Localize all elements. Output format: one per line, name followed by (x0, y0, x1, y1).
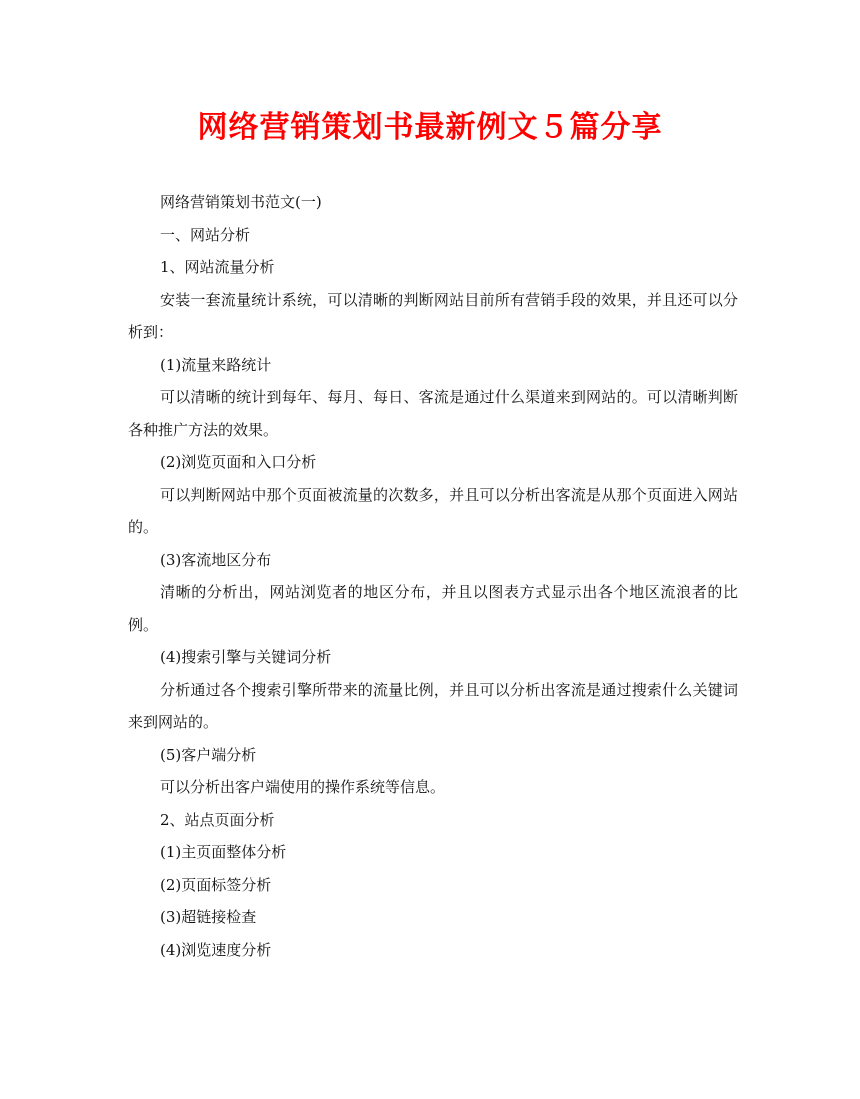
paragraph-16: (1)主页面整体分析 (160, 843, 287, 861)
document-body (128, 186, 738, 966)
document-title: 网络营销策划书最新例文５篇分享 (197, 110, 663, 145)
paragraph-17: (2)页面标签分析 (160, 875, 272, 894)
paragraph-1: 网络营销策划书范文(一) (160, 193, 322, 211)
paragraph-11: (4)搜索引擎与关键词分析 (160, 648, 332, 666)
paragraph-18: (3)超链接检查 (160, 908, 257, 926)
paragraph-6: 可以清晰的统计到每年、每月、每日、客流是通过什么渠道来到网站的。可以清晰判断各种推广方法的效果。 (128, 388, 738, 439)
paragraph-15: 2、站点页面分析 (160, 810, 275, 829)
paragraph-3: 1、网站流量分析 (160, 258, 275, 276)
paragraph-19: (4)浏览速度分析 (160, 940, 272, 959)
paragraph-13: (5)客户端分析 (160, 745, 257, 764)
paragraph-10: 清晰的分析出，网站浏览者的地区分布，并且以图表方式显示出各个地区流浪者的比例。 (128, 583, 738, 634)
paragraph-7: (2)浏览页面和入口分析 (160, 453, 317, 471)
paragraph-4: 安装一套流量统计系统，可以清晰的判断网站目前所有营销手段的效果，并且还可以分析到： (128, 290, 738, 341)
paragraph-9: (3)客流地区分布 (160, 550, 272, 569)
paragraph-12: 分析通过各个搜索引擎所带来的流量比例，并且可以分析出客流是通过搜索什么关键词来到网站的。 (128, 680, 738, 731)
paragraph-8: 可以判断网站中那个页面被流量的次数多，并且可以分析出客流是从那个页面进入网站的。 (128, 485, 738, 536)
paragraph-2: 一、网站分析 (160, 225, 251, 244)
paragraph-5: (1)流量来路统计 (160, 355, 272, 374)
paragraph-14: 可以分析出客户端使用的操作系统等信息。 (160, 778, 446, 796)
